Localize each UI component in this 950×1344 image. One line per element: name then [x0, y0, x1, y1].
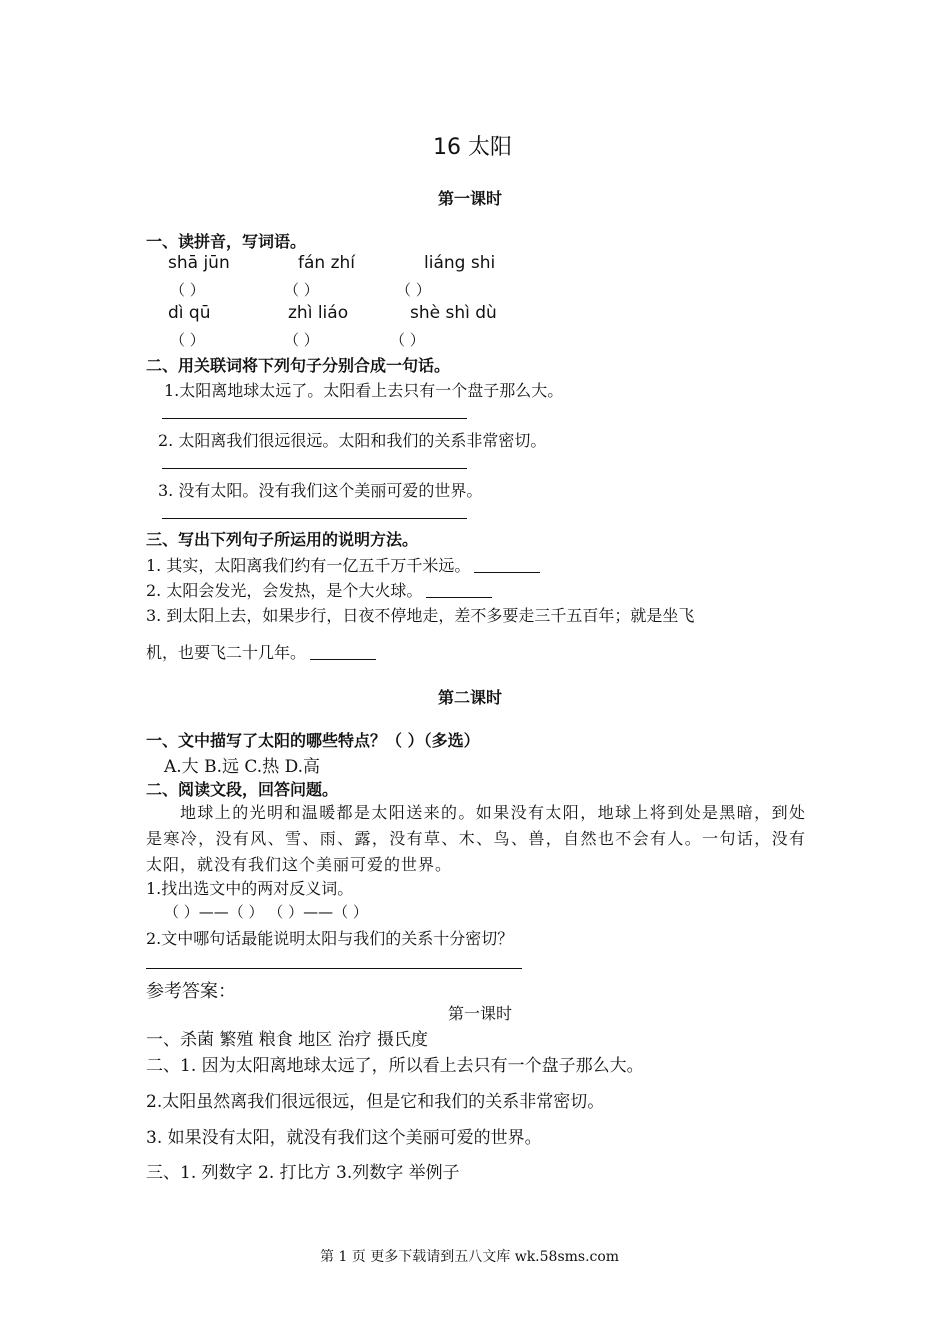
answer-line	[146, 968, 522, 969]
method-item: 1. 其实，太阳离我们约有一亿五千万千米远。	[146, 553, 540, 576]
answer-line-text: 3. 如果没有太阳，就没有我们这个美丽可爱的世界。	[146, 1128, 542, 1148]
question-2-title: 二、用关联词将下列句子分别合成一句话。	[146, 356, 451, 375]
page-footer: 第 1 页 更多下载请到五八文库 wk.58sms.com	[320, 1249, 620, 1265]
pinyin-5: zhì liáo	[288, 303, 349, 323]
method-item: 3. 到太阳上去，如果步行，日夜不停地走，差不多要走三千五百年；就是坐飞	[146, 606, 695, 625]
pinyin-2: fán zhí	[298, 253, 356, 273]
question-3-title: 三、写出下列句子所运用的说明方法。	[146, 530, 419, 549]
answer-line-text: 二、1. 因为太阳离地球太远了，所以看上去只有一个盘子那么大。	[146, 1056, 644, 1076]
choice-options: A.大 B.远 C.热 D.高	[164, 757, 321, 777]
answer-line-text: 一、杀菌 繁殖 粮食 地区 治疗 摄氏度	[146, 1030, 429, 1050]
sub-question-2: 2.文中哪句话最能说明太阳与我们的关系十分密切？	[146, 929, 514, 948]
answer-paren: （ ）	[396, 281, 431, 299]
sentence-item: 1.太阳离地球太远了。太阳看上去只有一个盘子那么大。	[164, 381, 564, 400]
pinyin-6: shè shì dù	[410, 303, 497, 323]
lesson2-heading: 第二课时	[438, 688, 503, 707]
answer-paren: （ ）	[170, 281, 205, 299]
answer-line-text: 2.太阳虽然离我们很远很远，但是它和我们的关系非常密切。	[146, 1092, 605, 1112]
question-2-title: 二、阅读文段，回答问题。	[146, 780, 339, 799]
answer-paren: （ ）	[284, 331, 319, 349]
answer-line	[162, 468, 467, 469]
answer-paren: （ ）	[284, 281, 319, 299]
answer-blank	[426, 583, 492, 598]
antonym-blanks: （ ）——（ ） （ ）——（ ）	[164, 903, 368, 921]
answer-line	[162, 418, 467, 419]
answer-blank	[474, 558, 540, 573]
answer-line	[162, 518, 467, 519]
answers-lesson1-label: 第一课时	[448, 1004, 513, 1023]
sub-question-1: 1.找出选文中的两对反义词。	[146, 879, 354, 898]
page-title: 16 太阳	[433, 135, 512, 160]
reading-passage: 地球上的光明和温暖都是太阳送来的。如果没有太阳，地球上将到处是黑暗，到处是寒冷，没有风、雪、雨、露，没有草、木、鸟、兽，自然也不会有人。一句话，没有太阳，就没有我们这个美丽可爱的世界。	[146, 803, 806, 874]
lesson1-heading: 第一课时	[438, 189, 503, 208]
method-item: 2. 太阳会发光，会发热，是个大火球。	[146, 578, 492, 601]
question-1-title: 一、读拼音，写词语。	[146, 232, 307, 251]
sentence-item: 2. 太阳离我们很远很远。太阳和我们的关系非常密切。	[158, 431, 547, 450]
answers-heading: 参考答案：	[146, 981, 236, 1002]
sentence-item: 3. 没有太阳。没有我们这个美丽可爱的世界。	[158, 481, 483, 500]
pinyin-3: liáng shi	[424, 253, 496, 273]
answer-blank	[310, 645, 376, 660]
question-1-title: 一、文中描写了太阳的哪些特点？（ ）（多选）	[146, 731, 480, 750]
answer-paren: （ ）	[390, 331, 425, 349]
pinyin-4: dì qū	[168, 303, 211, 323]
pinyin-1: shā jūn	[168, 253, 230, 273]
answer-line-text: 三、1. 列数字 2. 打比方 3.列数字 举例子	[146, 1163, 460, 1183]
answer-paren: （ ）	[170, 331, 205, 349]
method-item-cont: 机，也要飞二十几年。	[146, 640, 376, 663]
